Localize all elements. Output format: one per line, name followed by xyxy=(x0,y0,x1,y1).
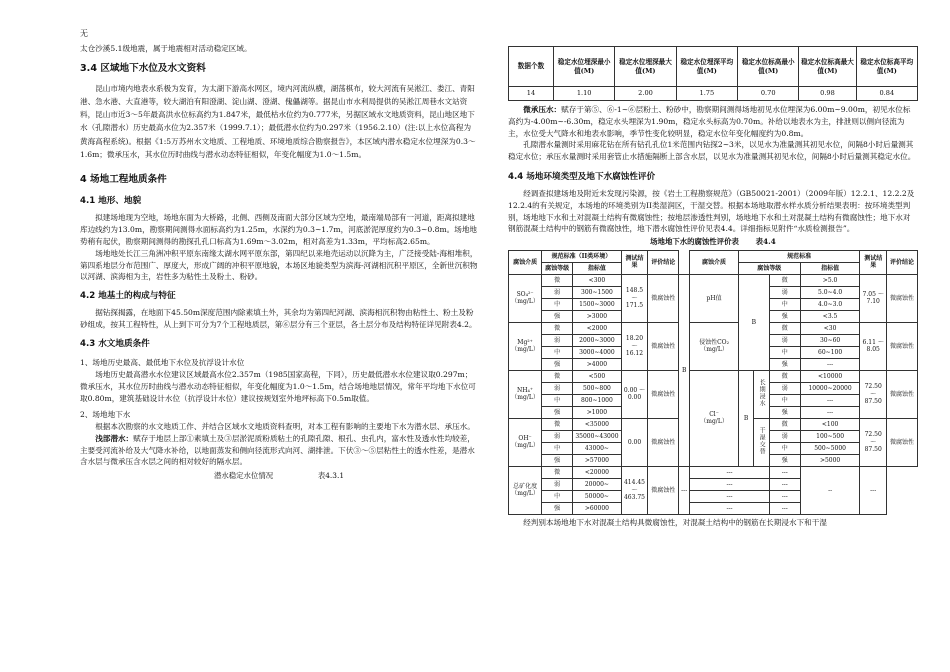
t44-medium-mg: Mg²⁺ （mg/L） xyxy=(509,322,542,370)
t44-grade: 微 xyxy=(769,322,800,334)
item-2-text: 根据本次勘察的水文地质工作、并结合区域水文地质资料查明，对本工程有影响的主要地下水为潜水层、承压水。 xyxy=(95,422,475,432)
t44-result: 18.20 ～ 16.12 xyxy=(621,322,648,370)
t431-cell: 1.10 xyxy=(553,87,614,101)
table-4-3-1-caption xyxy=(80,470,478,481)
t44-blank: --- xyxy=(690,466,770,478)
t44-grade: 微 xyxy=(542,274,573,286)
t44-blank: --- xyxy=(769,466,800,478)
t44-index: --- xyxy=(800,394,860,406)
t44-grade: 微 xyxy=(769,274,800,286)
t44-index: --- xyxy=(800,406,860,418)
t44-index: >5.0 xyxy=(800,274,860,286)
t44-cl-sub1: 长期浸水 xyxy=(754,370,769,418)
t44-grade: 弱 xyxy=(542,334,573,346)
t44-cl-sub2: 干湿交替 xyxy=(754,418,769,466)
t44-index: <3.5 xyxy=(800,310,860,322)
t44-index: <35000 xyxy=(573,418,622,430)
t44-h-grade2: 腐蚀等级 xyxy=(738,262,800,274)
table-4-4-caption xyxy=(508,236,918,247)
t44-eval: 微腐蚀性 xyxy=(648,322,679,370)
t44-index: <500 xyxy=(573,370,622,382)
t44-blank: --- xyxy=(690,490,770,502)
t44-index: 3000~4000 xyxy=(573,346,622,358)
t44-grade: 微 xyxy=(542,370,573,382)
t44-index: >4000 xyxy=(573,358,622,370)
t44-index: 2000~3000 xyxy=(573,334,622,346)
t44-eval: 微腐蚀性 xyxy=(886,370,917,418)
t44-h-medium: 腐蚀介质 xyxy=(509,250,542,274)
t44-grade: 中 xyxy=(769,394,800,406)
t44-index: 10000~20000 xyxy=(800,382,860,394)
t44-grade: 强 xyxy=(769,406,800,418)
t431-header: 稳定水位埋深最小值(M) xyxy=(553,47,614,87)
t431-cell: 14 xyxy=(509,87,554,101)
t44-index: >3000 xyxy=(573,310,622,322)
t44-grade: 中 xyxy=(542,442,573,454)
intro-line: 太仓沙溪5.1级地震，属于地震相对活动稳定区域。 xyxy=(80,44,252,53)
confined-water-label: 微承压水： xyxy=(523,105,562,114)
t44-medium-nh4: NH₄⁺ （mg/L） xyxy=(509,370,542,418)
t44-grade: 弱 xyxy=(769,286,800,298)
t44-index: <20000 xyxy=(573,466,622,478)
item-1-text: 场地历史最高潜水水位建议区域最高水位2.357m（1985国家高程，下同），历史最低潜水水位建议取0.297m；微承压水，其水位历时曲线与潜水动态特征相似，年变化幅度为1.0～1.5m，结合场地地层情况，常年平均地下水位可取0.80m，建筑基础设计水位（抗浮设计水位）建议按规划室外地坪标高下0.5m取值。 xyxy=(80,370,476,403)
t44-index: >1000 xyxy=(573,406,622,418)
t44-h-medium2: 腐蚀介质 xyxy=(690,250,739,274)
t44-result: 72.50 ～ 87.50 xyxy=(860,370,887,418)
t44-grade: 强 xyxy=(769,310,800,322)
t44-index: 4.0~3.0 xyxy=(800,298,860,310)
left-column xyxy=(80,43,478,482)
t44-index: <2000 xyxy=(573,322,622,334)
t44-grade: 中 xyxy=(769,298,800,310)
t44-result: 148.5 ～ 171.5 xyxy=(621,274,648,322)
item-1-heading: 1、场地历史最高、最低地下水位及抗浮设计水位 xyxy=(80,358,245,368)
t44-index: <300 xyxy=(573,274,622,286)
t44-index: 1500~3000 xyxy=(573,298,622,310)
t44-eval: 微腐蚀性 xyxy=(648,418,679,466)
t431-cell: 0.70 xyxy=(738,87,799,101)
t44-b-marker-2: B xyxy=(738,274,769,370)
section-4-2-title: 4.2 地基土的构成与特征 xyxy=(80,291,176,302)
table-4-4-number: 表4.4 xyxy=(755,237,776,247)
t44-grade: 微 xyxy=(542,418,573,430)
t44-blank: -- xyxy=(800,466,860,514)
section-4-2-text: 据钻探揭露，在地面下45.50m深度范围内除素填土外，其余均为第四纪河湖、滨海相沉积物由粘性土、粉土及粉砂组成，按其工程特性，从上到下可分为7个工程地质层，第⑥层分有三个亚层，各土层分布及结构特征详见附表4.2。 xyxy=(80,308,477,330)
table-4-4 xyxy=(508,250,918,515)
t44-result: 0.00 ～ 0.00 xyxy=(621,370,648,418)
t431-cell: 0.84 xyxy=(856,87,917,101)
t44-grade: 弱 xyxy=(769,430,800,442)
t44-h-index2: 指标值 xyxy=(800,262,860,274)
t44-eval: 微腐蚀性 xyxy=(886,322,917,370)
t44-index: 500~800 xyxy=(573,382,622,394)
t44-h-result2: 测试结果 xyxy=(860,250,887,274)
t44-blank: --- xyxy=(769,478,800,490)
pore-water-text: 孔隙潜水量测时采用麻花钻在所有钻孔孔位1米范围内钻探2~3米，以见水为准量测其初见水位，间隔8小时后量测其稳定水位；承压水量测时采用套管止水措施隔断上部含水层，以见水为准量测其初见水位，间隔8小时后量测其稳定水位。 xyxy=(508,140,916,162)
t44-grade: 微 xyxy=(769,418,800,430)
shallow-water-label: 浅部潜水： xyxy=(95,433,134,443)
t44-blank: --- xyxy=(679,466,690,514)
t44-index: >5000 xyxy=(800,454,860,466)
t44-index: 35000~43000 xyxy=(573,430,622,442)
t44-index: 500~5000 xyxy=(800,442,860,454)
t44-index: 800~1000 xyxy=(573,394,622,406)
section-4-4-text: 经调查拟建场地及附近未发现污染源，按《岩土工程勘察规范》（GB50021-2001）（2009年版）12.2.1、12.2.2及12.2.4的有关规定，本场地的环境类别为II类湿润区，干湿交替。根据本场地取潜水样水质分析结果表明：按环境类型判别，场地地下水和土对混凝土结构有微腐蚀性；按地层渗透性判别，场地地下水和土对混凝土结构有微腐蚀性；地下水对钢筋混凝土结构中的钢筋有微腐蚀性，地下潜水腐蚀性评价见表4.4。详细指标见附件“水质检测报告”。 xyxy=(508,189,915,234)
t44-blank: --- xyxy=(690,502,770,514)
item-2-heading: 2、场地地下水 xyxy=(80,410,131,420)
t431-header: 稳定水位标高最小值(M) xyxy=(738,47,799,87)
t44-grade: 中 xyxy=(769,346,800,358)
t44-index: <100 xyxy=(800,418,860,430)
t44-index: 100~500 xyxy=(800,430,860,442)
t44-h-eval: 评价结论 xyxy=(648,250,679,274)
t44-grade: 中 xyxy=(769,442,800,454)
table-4-4-title: 场地地下水的腐蚀性评价表 xyxy=(650,237,739,247)
t44-eval: 微腐蚀性 xyxy=(648,370,679,418)
t431-cell: 2.00 xyxy=(615,87,676,101)
shallow-water-text xyxy=(80,433,478,468)
t44-grade: 弱 xyxy=(769,382,800,394)
page-top-mark: 无 xyxy=(80,29,88,38)
t44-grade: 强 xyxy=(542,502,573,514)
shallow-water-body: 赋存于地层上部①素填土及③层淤泥质粉质粘土的孔隙孔隙、根孔、虫孔内，富水性及透水性均较差，主要受河流补给及大气降水补给，以地面蒸发和侧向径流形式向河、湖排泄。下伏③～⑤层粘性土的透水性差，是潜水含水层与微承压含水层之间的相对较好的隔水层。 xyxy=(80,433,475,467)
t44-eval: 微腐蚀性 xyxy=(648,274,679,322)
t44-h-spec: 规范标准（II类环境） xyxy=(542,250,622,262)
t44-grade: 弱 xyxy=(769,334,800,346)
table-4-3-1-title: 潜水稳定水位情况 xyxy=(213,471,274,481)
t44-grade: 中 xyxy=(542,298,573,310)
right-column xyxy=(508,46,918,528)
t44-blank: --- xyxy=(690,478,770,490)
confined-water-body: 赋存于第⑤、⑥-1~⑥层粉土、粉砂中，勘察期间测得场地初见水位埋深为6.00m~9.00m，初见水位标高约为-4.00m~-6.30m，稳定水头埋深为1.90m，稳定水头标高为0.70m。补给以地表水为主，排泄则以侧向径流为主，水位受大气降水和地表水影响，季节性变化较明显，稳定水位年变化幅度约为0.8m。 xyxy=(508,105,911,138)
t44-medium-tds: 总矿化度 （mg/L） xyxy=(509,466,542,514)
t431-header: 稳定水位标高平均值(M) xyxy=(856,47,917,87)
t44-result: 7.05 ～ 7.10 xyxy=(860,274,887,322)
t431-header: 稳定水位埋深平均值(M) xyxy=(676,47,737,87)
t44-grade: 微 xyxy=(542,322,573,334)
t44-grade: 强 xyxy=(542,454,573,466)
t44-cl-b: B xyxy=(738,370,753,466)
t44-grade: 中 xyxy=(542,490,573,502)
t44-index: 20000~ xyxy=(573,478,622,490)
t44-index: 60~100 xyxy=(800,346,860,358)
confined-water-text xyxy=(508,104,918,139)
t44-eval: 微腐蚀性 xyxy=(886,274,917,322)
t44-b-marker: B xyxy=(679,274,690,466)
t44-index: >60000 xyxy=(573,502,622,514)
t44-blank: --- xyxy=(769,490,800,502)
t44-grade: 中 xyxy=(542,394,573,406)
section-4-3-title: 4.3 水文地质条件 xyxy=(80,338,150,349)
t431-cell: 0.98 xyxy=(799,87,856,101)
t44-blank: --- xyxy=(769,502,800,514)
t44-eval: 微腐蚀性 xyxy=(886,418,917,466)
t44-grade: 微 xyxy=(769,370,800,382)
t431-header: 数据个数 xyxy=(509,47,554,87)
t44-grade: 微 xyxy=(542,466,573,478)
t44-grade: 弱 xyxy=(542,382,573,394)
t44-grade: 弱 xyxy=(542,430,573,442)
t44-grade: 强 xyxy=(542,358,573,370)
table-4-3-1-number: 表4.3.1 xyxy=(317,471,345,481)
table-4-3-1 xyxy=(508,46,918,101)
t44-index: 30~60 xyxy=(800,334,860,346)
t44-grade: 中 xyxy=(542,346,573,358)
section-4-1-text-2: 场地地处长江三角洲冲积平原东南缘太湖水网平原东部，第四纪以来地壳运动以沉降为主，广泛接受陆-海相堆积，第四系地层分布范围广、厚度大，形成广阔的冲积平原地貌，本场区地貌类型为滨海-河湖相沉积平原区，全新世沉积物以河湖、滨海相为主，岩性多为粘性土及粉土、粉砂。 xyxy=(80,248,478,282)
footer-text: 经判别本场地地下水对混凝土结构具微腐蚀性，对混凝土结构中的钢筋在长期浸水下和干湿 xyxy=(523,517,827,527)
t44-index: 50000~ xyxy=(573,490,622,502)
t431-cell: 1.75 xyxy=(676,87,737,101)
t44-h-grade: 腐蚀等级 xyxy=(542,262,573,274)
t44-grade: 弱 xyxy=(542,286,573,298)
t44-h-spec2: 规范标准 xyxy=(738,250,860,262)
section-4-title: 4 场地工程地质条件 xyxy=(80,174,167,186)
t44-eval: 微腐蚀性 xyxy=(648,466,679,514)
t44-grade: 强 xyxy=(542,406,573,418)
t44-index: 5.0~4.0 xyxy=(800,286,860,298)
t44-grade: 弱 xyxy=(542,478,573,490)
section-4-4-title: 4.4 场地环境类型及地下水腐蚀性评价 xyxy=(508,171,656,182)
t44-medium-co2: 侵蚀性CO₂ （mg/L） xyxy=(690,322,739,370)
t44-h-eval2: 评价结论 xyxy=(886,250,917,274)
t44-medium-cl: Cl⁻ （mg/L） xyxy=(690,370,739,466)
t44-h-result: 测试结果 xyxy=(621,250,648,274)
t44-index: 300~1500 xyxy=(573,286,622,298)
t44-index: <10000 xyxy=(800,370,860,382)
t44-index: 43000~ xyxy=(573,442,622,454)
t44-medium-so4: SO₄²⁻ （mg/L） xyxy=(509,274,542,322)
t44-grade: 强 xyxy=(542,310,573,322)
t44-blank: --- xyxy=(860,466,887,514)
t44-medium-ph: pH值 xyxy=(690,274,739,322)
t44-index: >57000 xyxy=(573,454,622,466)
section-3-4-title: 3.4 区域地下水位及水文资料 xyxy=(80,62,206,74)
t44-result: 414.45 ～ 463.75 xyxy=(621,466,648,514)
t44-h-index: 指标值 xyxy=(573,262,622,274)
t431-header: 稳定水位埋深最大值(M) xyxy=(615,47,676,87)
t44-index: <30 xyxy=(800,322,860,334)
section-4-1-text-1: 拟建场地现为空地，场地东面为大桥路，北侧、西侧及南面大部分区域为空地，最南端局部有一河道，距离拟建地库边线约为13.0m，勘察期间测得水面标高约为1.25m，水深约为0.3~1.7m，河底淤泥厚度约为0.3~0.8m。场地地势稍有起伏，勘察期间测得的勘探孔孔口标高为1.69m～3.02m，相对高差为1.33m，平均标高2.65m。 xyxy=(80,213,478,247)
t431-header: 稳定水位标高最大值(M) xyxy=(799,47,856,87)
t44-grade: 强 xyxy=(769,454,800,466)
t44-medium-oh: OH⁻ （mg/L） xyxy=(509,418,542,466)
t44-result: 0.00 xyxy=(621,418,648,466)
t44-grade: 强 xyxy=(769,358,800,370)
t44-result: 6.11 ～ 8.05 xyxy=(860,322,887,370)
t44-index: --- xyxy=(800,358,860,370)
section-3-4-text: 昆山市境内地表水系极为发育，为太湖下游高水网区，境内河流纵横，湖荡棋布，较大河流有吴淞江、娄江、青阳港、急水港、大直港等，较大湖泊有阳澄湖、淀山湖、澄湖、傀儡湖等。据昆山市水利局提供的吴淞江周巷水文站资料，昆山市近3～5年最高洪水位标高约为1.847米，最低枯水位约为0.777米，另据区域水文地质资料，昆山地区地下水（孔隙潜水）历史最高水位为2.357米（1999.7.1）；最低潜水位约为0.297米（1956.2.10）(注:以上水位高程为黄海高程系统)。根据《1:5万苏州水文地质、工程地质、环境地质综合勘察报告》，本区域内潜水稳定水位埋深为0.3～1.6m；微承压水，其水位历时曲线与潜水动态特征相似，年变化幅度为1.0～1.5m。 xyxy=(80,83,476,160)
section-4-1-title: 4.1 地形、地貌 xyxy=(80,196,142,207)
t44-result: 72.50 ～ 87.50 xyxy=(860,418,887,466)
